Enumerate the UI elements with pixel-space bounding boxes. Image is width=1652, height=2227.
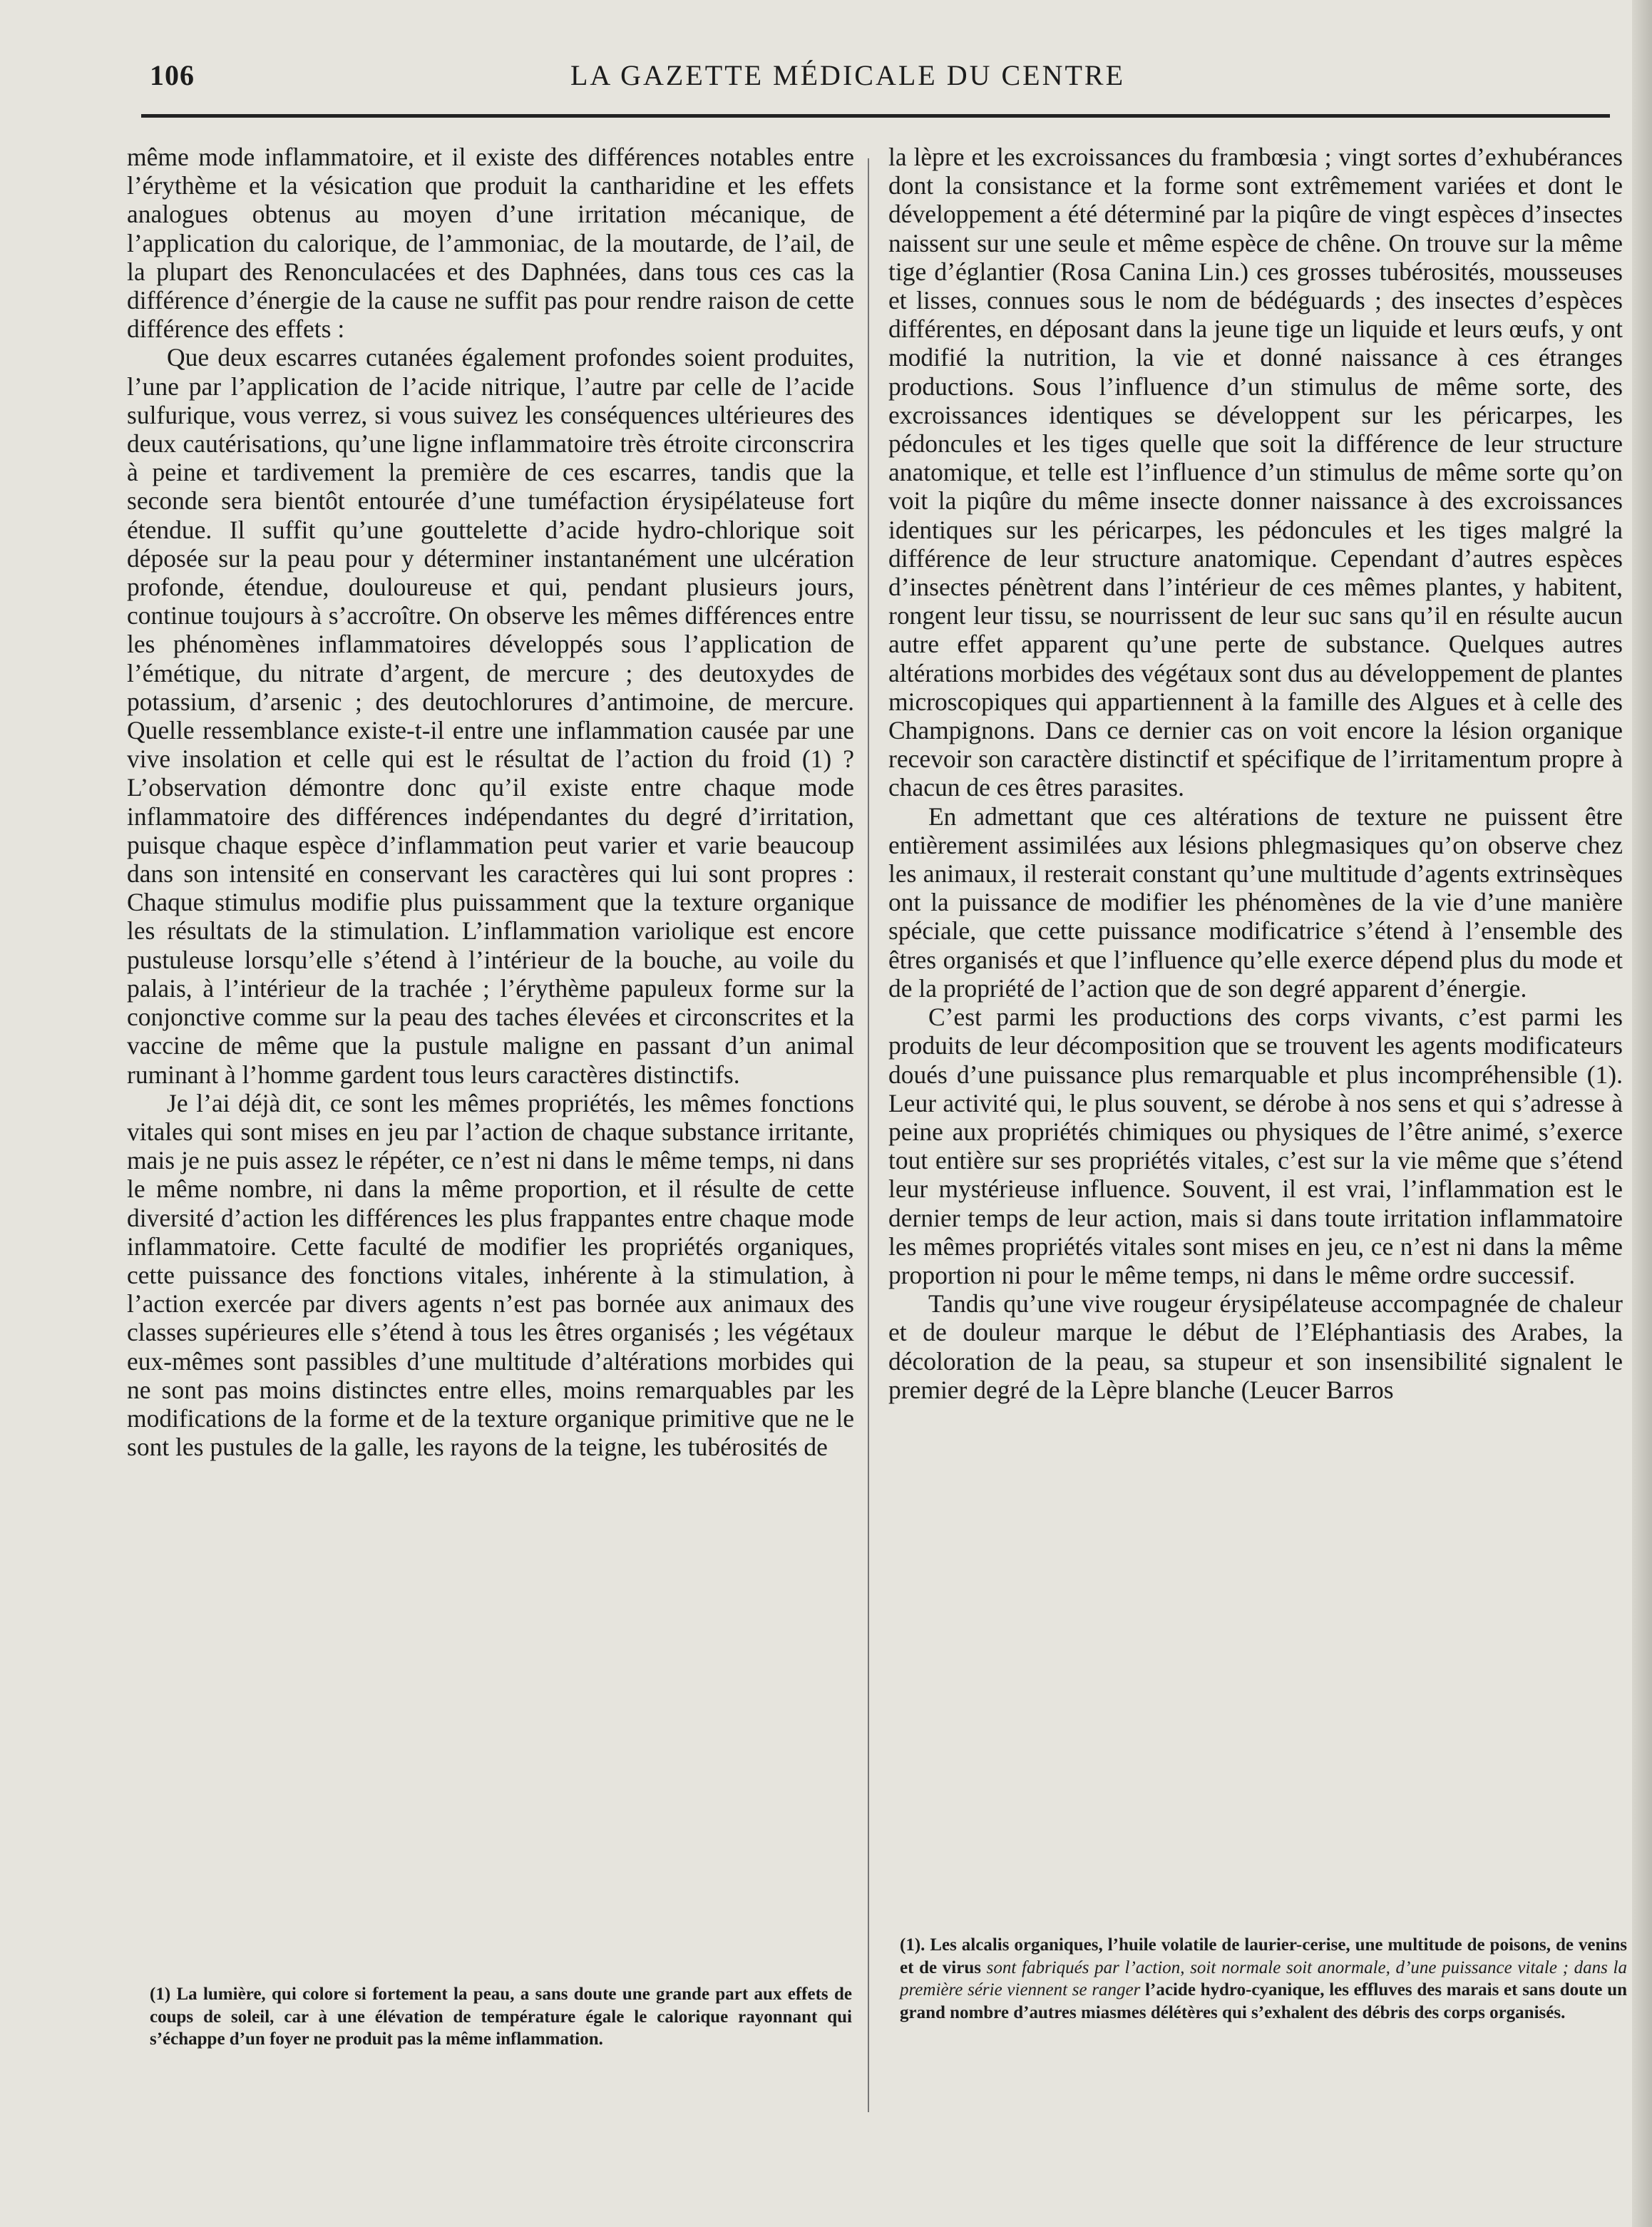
right-footnote-part-2: l’acide hydro-cyanique, les effluves des marais et sans doute un grand nombre d’autres miasmes délétères qui s’exhalent des débris des corps organisés. xyxy=(900,1980,1628,2022)
right-paragraph-3: C’est parmi les productions des corps vivants, c’est parmi les produits de leur décomposition que se trouvent les agents modificateurs doués d’une puissance plus remarquable et plus incompréhensible (1). Leur activité qui, le plus souvent, se dérobe à nos sens et qui s’adresse à peine aux propriétés chimiques ou physiques de l’être animé, s’exerce tout entière sur ses propriétés vitales, c’est sur la vie même que s’étend leur mystérieuse influence. Souvent, il est vrai, l’inflammation est le dernier temps de leur action, mais si dans toute irritation inflammatoire les mêmes propriétés vitales sont mises en jeu, ce n’est ni dans la même proportion ni pour le même temps, ni dans le même ordre successif. xyxy=(888,1003,1623,1289)
right-paragraph-4: Tandis qu’une vive rougeur érysipélateuse accompagnée de chaleur et de douleur marque le début de l’Eléphantiasis des Arabes, la décoloration de la peau, sa stupeur et son insensibilité signalent le premier degré de la Lèpre blanche (Leucer Barros xyxy=(888,1289,1623,1404)
left-footnote: (1) La lumière, qui colore si fortement la peau, a sans doute une grande part aux effets de coups de soleil, car à une élévation de température égale le calorique rayonnant qui s’échappe d’un foyer ne produit pas la même inflammation. xyxy=(150,1985,852,2049)
page-edge-shadow xyxy=(1632,0,1652,2227)
left-column-text xyxy=(127,143,854,1461)
page-number: 106 xyxy=(150,59,195,91)
right-column-text xyxy=(888,143,1623,1404)
left-column xyxy=(127,143,854,1461)
right-footnote-part-1: (1). Les alcalis organiques, l’huile volatile de laurier-cerise, une multitude de poisons, de venins et de virus xyxy=(900,1935,1627,1977)
right-footnote-italic: sont fabriqués par l’action, soit normale soit anormale, d’une puissance vitale ; dans la première série viennent se ranger xyxy=(900,1957,1627,2000)
right-paragraph-2: En admettant que ces altérations de texture ne puissent être entièrement assimilées aux lésions phlegmasiques qu’on observe chez les animaux, il resterait constant qu’une multitude d’agents extrinsèques ont la puissance de modifier les phénomènes de la vie d’une manière spéciale, que cette puissance modificatrice s’étend à l’ensemble des êtres organisés et que l’influence qu’elle exerce dépend plus du mode et de la propriété de l’action que de son degré apparent d’énergie. xyxy=(888,802,1623,1003)
column-divider xyxy=(868,158,869,2112)
right-footnote xyxy=(900,1934,1627,2024)
right-paragraph-1: la lèpre et les excroissances du frambœsia ; vingt sortes d’exhubérances dont la consistance et la forme sont extrêmement variées et dont le développement a été déterminé par la piqûre de vingt espèces d’insectes naissent sur une seule et même espèce de chêne. On trouve sur la même tige d’églantier (Rosa Canina Lin.) ces grosses tubérosités, mousseuses et lisses, connues sous le nom de bédéguards ; des insectes d’espèces différentes, en déposant dans la jeune tige un liquide et leurs œufs, y ont modifié la nutrition, la vie et donné naissance à ces étranges productions. Sous l’influence d’un stimulus de même sorte, des excroissances identiques se développent sur les péricarpes, les pédoncules et les tiges quelle que soit la différence de leur structure anatomique, et telle est l’influence d’un stimulus de même sorte qu’on voit la piqûre du même insecte donner naissance à des excroissances identiques sur les péricarpes, les pédoncules et les tiges malgré la différence de leur structure anatomique. Cependant d’autres espèces d’insectes pénètrent dans l’intérieur de ces mêmes plantes, y habitent, rongent leur tissu, se nourrissent de leur suc sans qu’il en résulte aucun autre effet apparent qu’une perte de substance. Quelques autres altérations morbides des végétaux sont dus au développement de plantes microscopiques qui appartiennent à la famille des Algues et à celle des Champignons. Dans ce dernier cas on voit encore la lésion organique recevoir son caractère distinctif et spécifique de l’irritamentum propre à chacun de ces êtres parasites. xyxy=(888,143,1623,802)
left-paragraph-3: Je l’ai déjà dit, ce sont les mêmes propriétés, les mêmes fonctions vitales qui sont mises en jeu par l’action de chaque substance irritante, mais je ne puis assez le répéter, ce n’est ni dans le même temps, ni dans le même nombre, ni dans la même proportion, et il résulte de cette diversité d’action les différences les plus frappantes entre chaque mode inflammatoire. Cette faculté de modifier les propriétés organiques, cette puissance des fonctions vitales, inhérente à la stimulation, à l’action exercée par divers agents n’est pas bornée aux animaux des classes supérieures elle s’étend à tous les êtres organisés ; les végétaux eux-mêmes sont passibles d’une multitude d’altérations morbides qui ne sont pas moins distinctes entre elles, moins remarquables par les modifications de la forme et de la texture organique primitive que ne le sont les pustules de la galle, les rayons de la teigne, les tubérosités de xyxy=(127,1088,854,1462)
running-title: LA GAZETTE MÉDICALE DU CENTRE xyxy=(570,59,1126,91)
header-rule xyxy=(141,114,1610,118)
left-paragraph-2: Que deux escarres cutanées également profondes soient produites, l’une par l’application de l’acide nitrique, l’autre par celle de l’acide sulfurique, vous verrez, si vous suivez les conséquences ultérieures des deux cautérisations, qu’une ligne inflammatoire très étroite circonscrira à peine et tardivement la première de ces escarres, tandis que la seconde sera bientôt entourée d’une tuméfaction érysipélateuse fort étendue. Il suffit qu’une gouttelette d’acide hydro-chlorique soit déposée sur la peau pour y déterminer instantanément une ulcération profonde, étendue, douloureuse et qui, pendant plusieurs jours, continue toujours à s’accroître. On observe les mêmes différences entre les phénomènes inflammatoires développés sous l’application de l’émétique, du nitrate d’argent, de mercure ; des deutoxydes de potassium, d’arsenic ; des deutochlorures d’antimoine, de mercure. Quelle ressemblance existe-t-il entre une inflammation causée par une vive insolation et celle qui est le résultat de l’action du froid (1) ? L’observation démontre donc qu’il existe entre chaque mode inflammatoire des différences indépendantes du degré d’irritation, puisque chaque espèce d’inflammation peut varier et varie beaucoup dans son intensité en conservant les caractères qui lui sont propres : Chaque stimulus modifie plus puissamment que la texture organique les résultats de la stimulation. L’inflammation variolique est encore pustuleuse lorsqu’elle s’étend à l’intérieur de la bouche, au voile du palais, à l’intérieur de la trachée ; l’érythème papuleux forme sur la conjonctive comme sur la peau des taches élevées et circonscrites et la vaccine de même que la pustule maligne en passant d’un animal ruminant à l’homme gardent tous leurs caractères distinctifs. xyxy=(127,343,854,1089)
page-header xyxy=(150,58,1608,101)
left-paragraph-1: même mode inflammatoire, et il existe des différences notables entre l’érythème et la vésication que produit la cantharidine et les effets analogues obtenus au moyen d’une irritation mécanique, de l’application du calorique, de l’ammoniac, de la moutarde, de l’ail, de la plupart des Renonculacées et des Daphnées, dans tous ces cas la différence d’énergie de la cause ne suffit pas pour rendre raison de cette différence des effets : xyxy=(127,143,854,344)
right-column xyxy=(888,143,1623,1404)
